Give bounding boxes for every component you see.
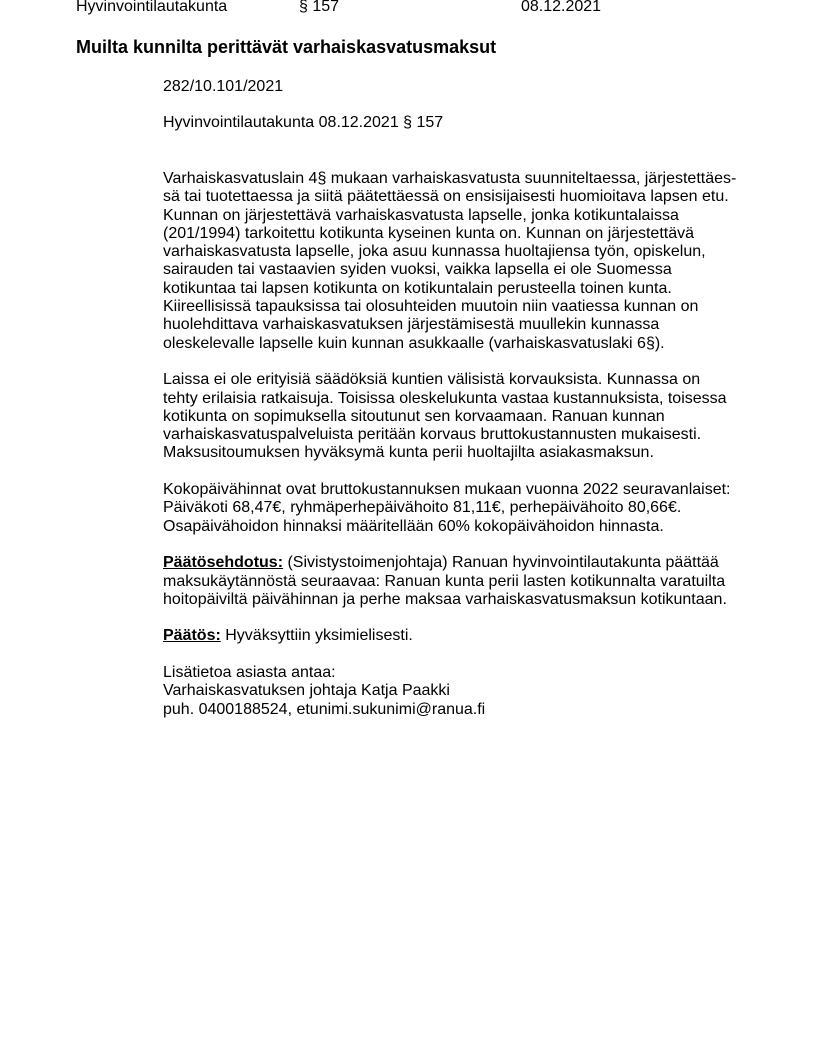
text-line xyxy=(163,627,743,645)
text-line xyxy=(163,554,743,572)
text-line: Kokopäivähinnat ovat bruttokustannuksen mukaan vuonna 2022 seuravanlaiset: xyxy=(163,481,731,499)
document-header xyxy=(0,0,816,18)
text-line: puh. 0400188524, etunimi.sukunimi@ranua.fi xyxy=(163,700,486,718)
text-line: Päiväkoti 68,47€, ryhmäperhepäivähoito 81,11€, perhepäivähoito 80,66€. xyxy=(163,499,682,517)
document-body xyxy=(163,170,743,737)
header-date: 08.12.2021 xyxy=(521,0,602,15)
text-line: Varhaiskasvatuslain 4§ mukaan varhaiskasvatusta suunniteltaessa, järjestettäes- xyxy=(163,170,737,187)
document-title: Muilta kunnilta perittävät varhaiskasvatusmaksut xyxy=(76,37,497,57)
paragraph-compensation xyxy=(163,371,743,462)
paragraph-law xyxy=(163,170,743,353)
text-line: oleskelevalle lapselle kuin kunnan asukkaalle (varhaiskasvatuslaki 6§). xyxy=(163,334,665,352)
text-line: huolehdittava varhaiskasvatuksen järjestämisestä muullekin kunnassa xyxy=(163,316,660,334)
text-line: sairauden tai vastaavien syiden vuoksi, vaikka lapsella ei ole Suomessa xyxy=(163,261,672,279)
text-line: Laissa ei ole erityisiä säädöksiä kuntien välisistä korvauksista. Kunnassa on xyxy=(163,371,701,389)
text-line: Varhaiskasvatuksen johtaja Katja Paakki xyxy=(163,682,450,700)
header-section: § 157 xyxy=(299,0,340,15)
paragraph-proposal xyxy=(163,554,743,609)
text-line: hoitopäiviltä päivähinnan ja perhe maksaa varhaiskasvatusmaksun kotikuntaan. xyxy=(163,590,727,608)
decision-text: Hyväksyttiin yksimielisesti. xyxy=(220,627,413,645)
reference-number: 282/10.101/2021 xyxy=(163,78,284,95)
meeting-reference: Hyvinvointilautakunta 08.12.2021 § 157 xyxy=(163,114,444,131)
text-line: (201/1994) tarkoitettu kotikunta kyseinen kunta on. Kunnan on järjestettävä xyxy=(163,224,695,242)
proposal-label: Päätösehdotus: xyxy=(163,554,284,572)
text-line: Kunnan on järjestettävä varhaiskasvatusta lapselle, jonka kotikuntalaissa xyxy=(163,206,679,224)
text-line: varhaiskasvatuspalveluista peritään korvaus bruttokustannusten mukaisesti. xyxy=(163,426,702,444)
text-line: Kiireellisissä tapauksissa tai olosuhteiden muutoin niin vaatiessa kunnan on xyxy=(163,298,699,316)
paragraph-contact xyxy=(163,664,743,719)
text-line: Maksusitoumuksen hyväksymä kunta perii huoltajilta asiakasmaksun. xyxy=(163,444,654,462)
text-line: sä tai tuotettaessa ja siitä päätettäessä on ensisijaisesti huomioitava lapsen etu. xyxy=(163,188,729,206)
text-line: kotikunta on sopimuksella sitoutunut sen korvaamaan. Ranuan kunnan xyxy=(163,407,665,425)
text-line: tehty erilaisia ratkaisuja. Toisissa oleskelukunta vastaa kustannuksista, toisessa xyxy=(163,389,727,407)
paragraph-prices xyxy=(163,481,743,536)
text-line: Osapäivähoidon hinnaksi määritellään 60% kokopäivähoidon hinnasta. xyxy=(163,517,664,535)
text-line: maksukäytännöstä seuraavaa: Ranuan kunta perii lasten kotikunnalta varatuilta xyxy=(163,572,726,590)
text-line: varhaiskasvatusta lapselle, joka asuu kunnassa huoltajiensa työn, opiskelun, xyxy=(163,243,706,261)
proposal-first-line: (Sivistystoimenjohtaja) Ranuan hyvinvointilautakunta päättää xyxy=(283,554,719,572)
header-organ: Hyvinvointilautakunta xyxy=(76,0,228,15)
decision-label: Päätös: xyxy=(163,627,221,645)
paragraph-decision xyxy=(163,627,743,645)
text-line: Lisätietoa asiasta antaa: xyxy=(163,664,336,682)
text-line: kotikuntaa tai lapsen kotikunta on kotikuntalain perusteella toinen kunta. xyxy=(163,279,672,297)
